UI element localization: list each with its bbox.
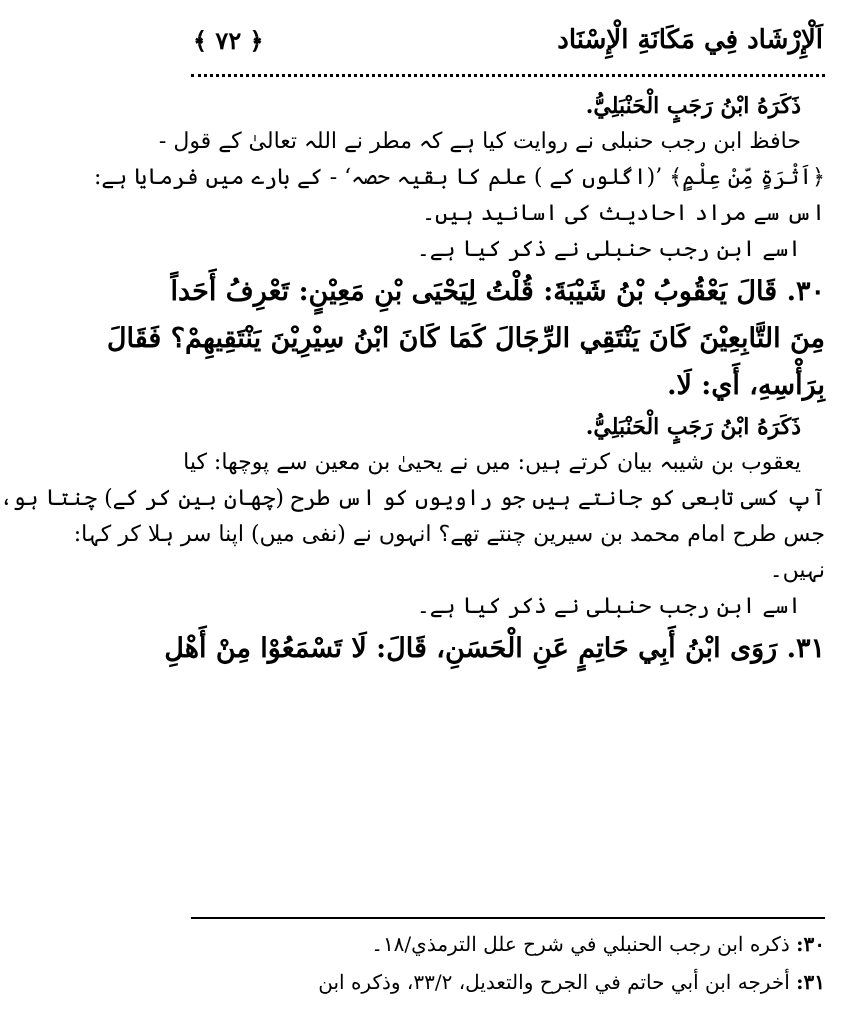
book-title: اَلْإِرْشَاد فِي مَكَانَةِ الْإِسْنَاد [557, 25, 823, 55]
urdu-line: اسے ابن رجب حنبلی نے ذکر کیا ہے۔ [416, 594, 801, 619]
urdu-line: ﴿اَثْرَةٍ مِّنْ عِلْمٍ﴾ ’(اگلوں کے ) علم کا بقیہ حصہ‘ - کے بارے میں فرمایا ہے: [94, 165, 825, 190]
footnote-number: ۳۰: [796, 932, 825, 956]
arabic-hadith-line: مِنَ التَّابِعِيْنَ كَانَ يَنْتَقِي الرِّجَالَ كَمَا كَانَ ابْنُ سِيْرِيْنَ يَنْتَقِيهِمْ؟ فَقَالَ [106, 323, 825, 354]
citation-line: ذَكَرَهُ ابْنُ رَجَبٍ الْحَنْبَلِيُّ. [585, 93, 801, 119]
body-text [0, 88, 825, 672]
footnote-number: ۳۱: [796, 970, 825, 994]
header-divider [191, 74, 825, 77]
footnote-text: أخرجه ابن أبي حاتم في الجرح والتعديل، ۳۳/۲، وذكره ابن [318, 970, 790, 994]
arabic-hadith-line: ۳۱. رَوَى ابْنُ أَبِي حَاتِمٍ عَنِ الْحَسَنِ، قَالَ: لَا تَسْمَعُوْا مِنْ أَهْلِ [164, 633, 825, 664]
arabic-hadith-line: ۳۰. قَالَ يَعْقُوبُ بْنُ شَيْبَةَ: قُلْتُ لِيَحْيَى بْنِ مَعِيْنٍ: تَعْرِفُ أَحَداً [170, 276, 825, 307]
urdu-line: اسے ابن رجب حنبلی نے ذکر کیا ہے۔ [416, 237, 801, 262]
urdu-line: جس طرح امام محمد بن سیرین چنتے تھے؟ انہوں نے (نفی میں) اپنا سر ہلا کر کہا: [73, 522, 825, 547]
footnote-text: ذكره ابن رجب الحنبلي في شرح علل الترمذي/۱۸۔ [371, 932, 790, 956]
urdu-line: اس سے مراد احادیث کی اسانید ہیں۔ [422, 201, 825, 226]
footnote-divider [191, 917, 825, 919]
arabic-hadith-line: بِرَأْسِهِ، أَي: لَا. [667, 370, 825, 401]
urdu-line: آپ کسی تابعی کو جانتے ہیں جو راویوں کو اس طرح (چھان بین کر کے) چنتا ہو، [0, 486, 825, 511]
urdu-line: حافظ ابن رجب حنبلی نے روایت کیا ہے کہ مطر نے اللہ تعالیٰ کے قول - [158, 129, 801, 154]
urdu-line: نہیں۔ [769, 558, 825, 583]
urdu-line: یعقوب بن شیبہ بیان کرتے ہیں: میں نے یحییٰ بن معین سے پوچھا: کیا [183, 450, 801, 475]
footnote [191, 925, 825, 963]
footnotes [191, 925, 825, 1001]
page-header [193, 10, 823, 70]
citation-line: ذَكَرَهُ ابْنُ رَجَبٍ الْحَنْبَلِيُّ. [585, 414, 801, 440]
page-number: ﴿ ۷۲ ﴾ [193, 25, 264, 55]
footnote [191, 963, 825, 1001]
